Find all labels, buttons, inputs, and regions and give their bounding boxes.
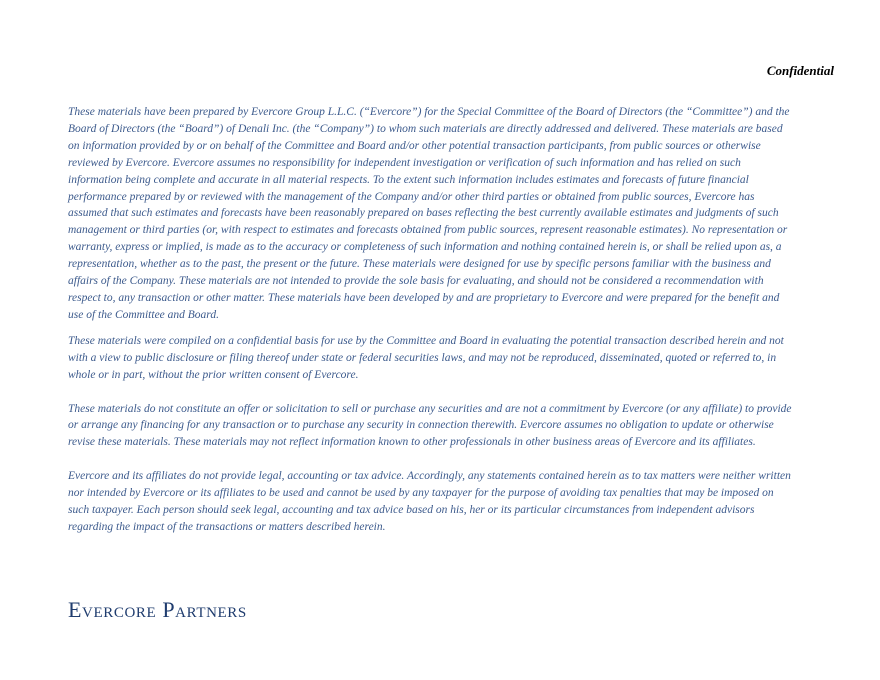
disclaimer-paragraph-1: These materials have been prepared by Evercore Group L.L.C. (“Evercore”) for the Special Committee of the Board of Directors (the “Committee”) and the Board of Directors (the “Board”) of Denali Inc. (the “Company”) to whom such materials are directly addressed and delivered. These materials are based on information provided by or on behalf of the Committee and Board and/or other potential transaction participants, from public sources or otherwise reviewed by Evercore. Evercore assumes no responsibility for independent investigation or verification of such information and has relied on such information being complete and accurate in all material respects. To the extent such information includes estimates and forecasts of future financial performance prepared by or reviewed with the management of the Company and/or other third parties or obtained from public sources, Evercore has assumed that such estimates and forecasts have been reasonably prepared on bases reflecting the best currently available estimates and judgments of such management or third parties (or, with respect to estimates and forecasts obtained from public sources, represent reasonable estimates). No representation or warranty, express or implied, is made as to the accuracy or completeness of such information and nothing contained herein is, or shall be relied upon as, a representation, whether as to the past, the present or the future. These materials were designed for use by specific persons familiar with the business and affairs of the Company. These materials are not intended to provide the sole basis for evaluating, and should not be considered a recommendation with respect to, any transaction or other matter. These materials have been developed by and are proprietary to Evercore and were prepared for the benefit and use of the Committee and Board. xyxy=(68,106,790,321)
disclaimer-body xyxy=(68,104,796,536)
disclaimer-paragraph-4: Evercore and its affiliates do not provide legal, accounting or tax advice. Accordingly, any statements contained herein as to tax matters were neither written nor intended by Evercore or its affiliates to be used and cannot be used by any taxpayer for the purpose of avoiding tax penalties that may be imposed on such taxpayer. Each person should seek legal, accounting and tax advice based on his, her or its particular circumstances from independent advisors regarding the impact of the transactions or matters described herein. xyxy=(68,470,791,533)
disclaimer-paragraph-3: These materials do not constitute an offer or solicitation to sell or purchase any securities and are not a commitment by Evercore (or any affiliate) to provide or arrange any financing for any transaction or to purchase any security in connection therewith. Evercore assumes no obligation to update or otherwise revise these materials. These materials may not reflect information known to other professionals in other business areas of Evercore and its affiliates. xyxy=(68,402,792,449)
confidential-label: Confidential xyxy=(766,63,834,78)
evercore-partners-logo: Evercore Partners xyxy=(68,597,247,622)
disclaimer-paragraph-2: These materials were compiled on a confidential basis for use by the Committee and Board in evaluating the potential transaction described herein and not with a view to public disclosure or filing thereof under state or federal securities laws, and may not be reproduced, disseminated, quoted or referred to, in whole or in part, without the prior written consent of Evercore. xyxy=(68,334,784,381)
